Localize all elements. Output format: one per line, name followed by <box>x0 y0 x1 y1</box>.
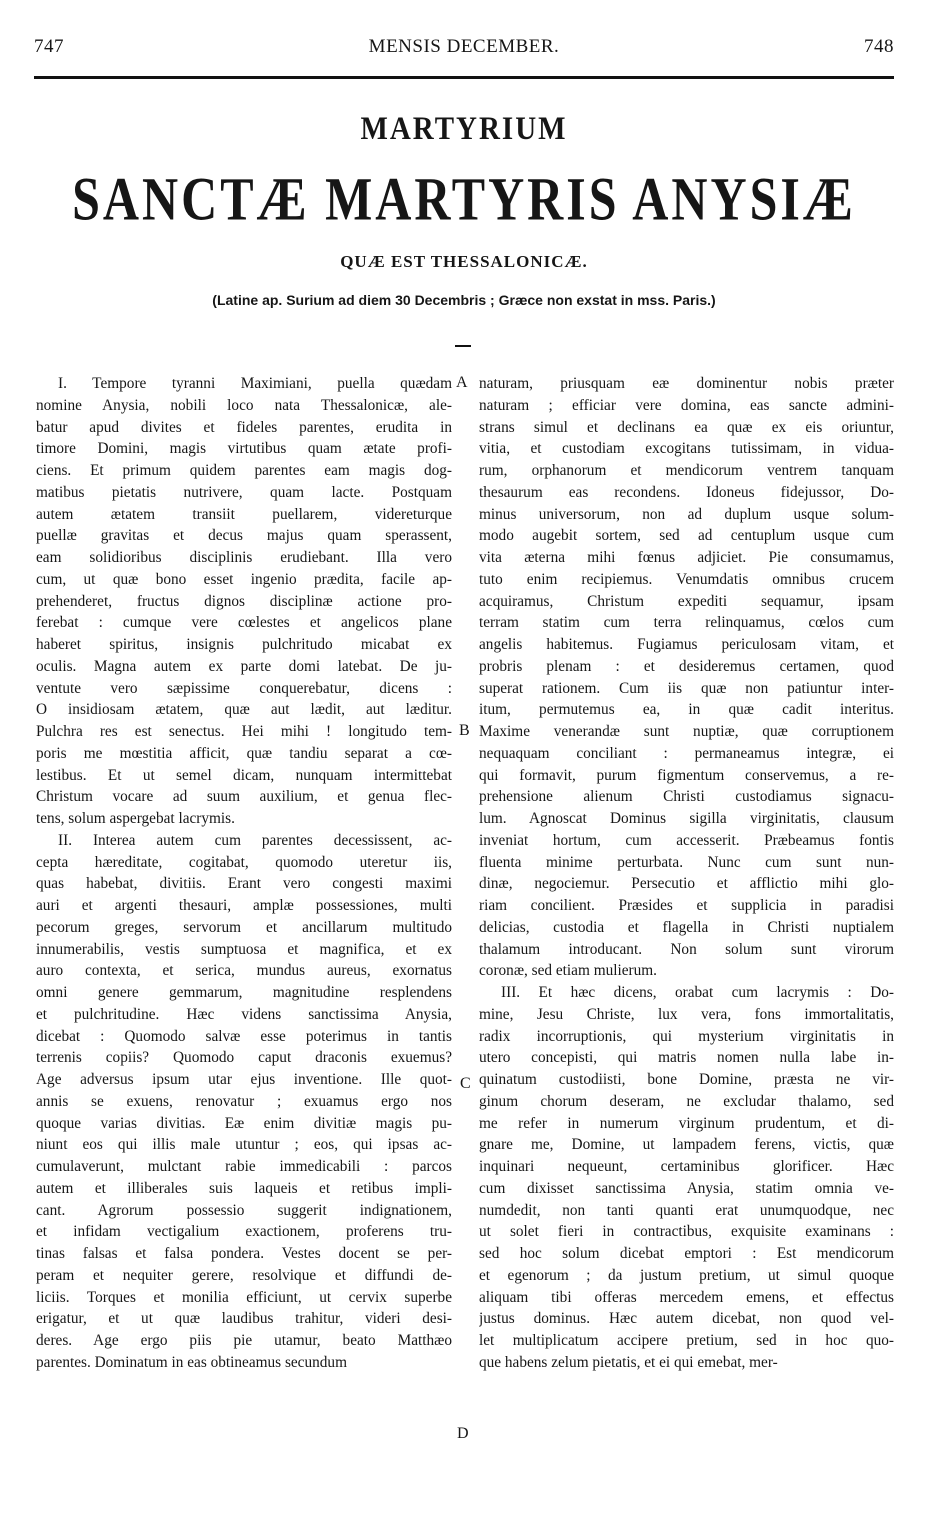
text-line: Pulchra res est senectus. Hei mihi ! longitudo tem- <box>36 723 452 740</box>
text-line: dicebat : Quomodo salvæ esse poterimus in tantis <box>36 1027 452 1045</box>
text-line: vita æterna mihi fœnus adjiciet. Pie consumamus, <box>479 549 894 566</box>
text-line: et egenorum ; da justum pretium, ut simul quoque <box>479 1266 894 1284</box>
text-line: parentes. Dominatum in eas obtineamus secundum <box>36 1353 347 1371</box>
text-line: haberet spiritus, insignis pulchritudo micabat ex <box>36 636 452 653</box>
text-line: puellæ gravitas et decus majus quam sperassent, <box>36 527 452 545</box>
title-line-2: SANCTÆ MARTYRIS ANYSIÆ <box>72 164 856 234</box>
text-line: cum, ut quæ bono esset ingenio prædita, facile ap- <box>36 570 452 588</box>
text-line: terrenis copiis? Quomodo caput draconis exuemus? <box>36 1049 452 1067</box>
text-line: dinæ, negociemur. Persecutio et afflictio mihi glo- <box>479 875 894 893</box>
text-line: cum dixisset sanctissima Anysia, statim omnia ve- <box>479 1179 894 1197</box>
text-line: Maxime venerandæ sunt nuptiæ, quæ corruptionem <box>479 723 894 740</box>
text-line: batur apud divites et fideles parentes, erudita in <box>36 418 452 436</box>
text-line: quinatum custodiisti, bone Domine, præsta ne vir- <box>479 1071 894 1088</box>
text-line: tinas falsas et falsa pondera. Vestes docent se per- <box>36 1245 452 1262</box>
text-line: cant. Agrorum possessio suggerit indignationem, <box>36 1201 452 1219</box>
text-line: tens, solum aspergebat lacrymis. <box>36 810 235 827</box>
text-line: III. Et hæc dicens, orabat cum lacrymis : Do- <box>501 984 894 1001</box>
text-line: autem et illiberales suis laqueis et retibus impli- <box>36 1179 452 1197</box>
text-line: itum, permutemus ea, in quæ cadit interitus. <box>479 701 894 719</box>
text-line: et infidam vectigalium exactionem, proferens tru- <box>36 1223 452 1241</box>
text-line: fluenta minime perturbata. Nunc cum sunt nun- <box>479 853 894 871</box>
left-column <box>36 373 452 1374</box>
text-line: angelis habitemus. Fugiamus periculosam vitam, et <box>479 636 894 653</box>
text-line: auri et argenti thesauri, amplæ possessiones, multi <box>36 897 452 914</box>
text-line: oculis. Magna autem ex parte domi latebat. De ju- <box>36 657 452 675</box>
text-line: terram statim cum terra relinquamus, cœlos cum <box>479 614 894 632</box>
running-header <box>34 36 894 58</box>
text-line: quas habebat, divitiis. Erant vero congesti maximi <box>36 875 452 893</box>
text-line: matibus pietatis nutrivere, quam lacte. Postquam <box>36 483 452 501</box>
text-line: ciens. Et primum quidem parentes eam magis dog- <box>36 462 452 479</box>
text-line: pecorum greges, servorum et ancillarum multitudo <box>36 918 452 936</box>
text-line: justus dominus. Hæc autem dicebat, non quod vel- <box>479 1310 894 1328</box>
page-number-left: 747 <box>34 36 64 57</box>
text-line: rum, orphanorum et mendicorum ventrem tanquam <box>479 462 894 479</box>
text-line: let multiplicatum accipere pretium, sed in hoc quo- <box>479 1332 894 1349</box>
text-line: lestibus. Et ut semel dicam, nunquam intermittebat <box>36 766 452 784</box>
text-line: inveniat hortum, cum accesserit. Præbeamus fontis <box>479 831 894 849</box>
text-line: superat rationem. Cum iis quæ non patiuntur inter- <box>479 679 894 697</box>
text-line: Age adversus ipsum utar ejus inventione. Ille quot- <box>36 1071 452 1088</box>
text-line: nomine Anysia, nobili loco nata Thessalonicæ, ale- <box>36 396 452 414</box>
text-line: niunt eos qui illis male utuntur ; eos, qui ipsas ac- <box>36 1136 452 1154</box>
margin-letter-b: B <box>459 722 470 739</box>
text-line: thalamum introducant. Non solum sunt virorum <box>479 940 894 958</box>
text-line: acquiramus, Christum expediti sequamur, ipsam <box>479 592 894 610</box>
text-line: ginum chorum deseram, ne excludar thalamo, sed <box>479 1092 894 1110</box>
text-line: deres. Age ergo piis pie utamur, beato Matthæo <box>36 1332 452 1349</box>
text-line: probris plenam : et desideremus certamen, quod <box>479 657 894 675</box>
text-line: ferebat : cumque vere cœlestes et angelicos plane <box>36 614 452 632</box>
text-line: cumulaverunt, mulctant rabie immedicabili : parcos <box>36 1158 452 1175</box>
text-line: I. Tempore tyranni Maximiani, puella quædam <box>58 375 452 392</box>
source-note: (Latine ap. Surium ad diem 30 Decembris ; Græce non exstat in mss. Paris.) <box>212 292 716 308</box>
text-line: ventute vero sæpissime conquerebatur, dicens : <box>36 679 452 697</box>
text-line: lum. Agnoscat Dominus sigilla virginitatis, clausum <box>479 810 894 827</box>
text-line: prehensione alienum Christi custodiamus signacu- <box>479 788 894 806</box>
text-line: me refer in numerum virginum prudentum, et di- <box>479 1114 894 1132</box>
running-title: MENSIS DECEMBER. <box>368 36 560 57</box>
text-line: liciis. Torques et monilia efficiunt, ut cervix superbe <box>36 1288 452 1306</box>
text-line: gnare me, Domine, ut lampadem ferens, victis, quæ <box>479 1136 894 1154</box>
text-line: vitia, et custodiam excogitans tutissimam, in vidua- <box>479 440 894 458</box>
text-line: numdedit, non tanti quanti erat unumquodque, nec <box>479 1201 894 1219</box>
text-line: inquinari nequeunt, certaminibus glorificer. Hæc <box>479 1158 894 1175</box>
margin-letter-d: D <box>457 1425 469 1442</box>
text-line: quoque varias divitias. Eæ enim divitiæ magis pu- <box>36 1114 452 1132</box>
text-line: minus universorum, non ad duplum usque solum- <box>479 505 894 523</box>
title-line-1: MARTYRIUM <box>360 111 568 147</box>
text-line: delicias, custodia et flagella in Christi nuptialem <box>479 918 894 936</box>
margin-letter-a: A <box>456 374 468 391</box>
text-line: que habens zelum pietatis, et ei qui emebat, mer- <box>479 1353 778 1371</box>
text-line: poris me mœstitia afficit, quæ tandiu separat a cœ- <box>36 744 452 762</box>
text-line: naturam ; efficiar vere domina, eas sancte admini- <box>479 396 894 414</box>
text-line: cepta hæreditate, cogitabat, quomodo uteretur iis, <box>36 853 452 871</box>
text-line: tuto enim recipiemus. Venumdatis omnibus crucem <box>479 570 894 588</box>
text-line: erigatur, et ut quæ laudibus trahitur, videri desi- <box>36 1310 452 1328</box>
text-line: ut solet fieri in contractibus, exquisite examinans : <box>479 1223 894 1241</box>
header-rule <box>34 76 894 79</box>
text-line: Christum vocare ad suum auxilium, et genua flec- <box>36 788 452 806</box>
text-line: modo augebit sortem, sed ad centuplum usque cum <box>479 527 894 545</box>
text-line: et pulchritudine. Hæc videns sanctissima Anysia, <box>36 1005 452 1023</box>
text-line: auro contexta, et serica, mundus aureus, exornatus <box>36 962 452 980</box>
text-line: II. Interea autem cum parentes decessissent, ac- <box>58 831 452 849</box>
right-column <box>479 373 894 1374</box>
text-line: riam concilient. Præsides et supplicia in paradisi <box>479 897 894 914</box>
text-line: prehenderet, fructus dignos disciplinæ actione pro- <box>36 592 452 610</box>
text-line: nequaquam conciliant : permaneamus integræ, ei <box>479 744 894 762</box>
text-line: peram et nequiter gerere, resolvique et diffundi de- <box>36 1266 452 1284</box>
text-line: strans simul et declinans ea quæ ex eis oriuntur, <box>479 418 894 436</box>
text-line: radix incorruptionis, qui mysterium virginitatis in <box>479 1027 894 1045</box>
text-line: innumerabilis, vestis sumptuosa et magnifica, et ex <box>36 940 452 958</box>
text-line: naturam, priusquam eæ dominentur nobis præter <box>479 375 894 392</box>
text-line: autem ætatem transiit puellarem, videreturque <box>36 505 452 523</box>
text-line: aliquam tibi offeras mercedem emens, et effectus <box>479 1288 894 1306</box>
text-line: thesaurum eas recondens. Idoneus fidejussor, Do- <box>479 483 894 501</box>
text-line: omni genere gemmarum, magnitudine resplendens <box>36 984 452 1001</box>
text-line: mine, Jesu Christe, lux vera, fons immortalitatis, <box>479 1005 894 1023</box>
text-line: utero concepisti, qui matris nomen nulla labe in- <box>479 1049 894 1067</box>
text-line: annis se exuens, renovatur ; exuamus ergo nos <box>36 1092 452 1110</box>
title-separator <box>455 345 471 347</box>
text-line: qui formavit, purum figmentum conservemus, a re- <box>479 766 894 784</box>
text-line: O insidiosam ætatem, quæ aut lædit, aut læditur. <box>36 701 452 719</box>
margin-letter-c: C <box>460 1075 471 1092</box>
text-line: timore Domini, magis virtutibus quam ætate profi- <box>36 440 452 458</box>
text-line: sed hoc solum dicebat emptori : Est mendicorum <box>479 1245 894 1262</box>
text-line: eam solidioribus disciplinis erudiebant. Illa vero <box>36 549 452 566</box>
page-number-right: 748 <box>864 36 894 57</box>
text-line: coronæ, sed etiam mulierum. <box>479 962 657 980</box>
title-line-3: QUÆ EST THESSALONICÆ. <box>340 252 588 271</box>
